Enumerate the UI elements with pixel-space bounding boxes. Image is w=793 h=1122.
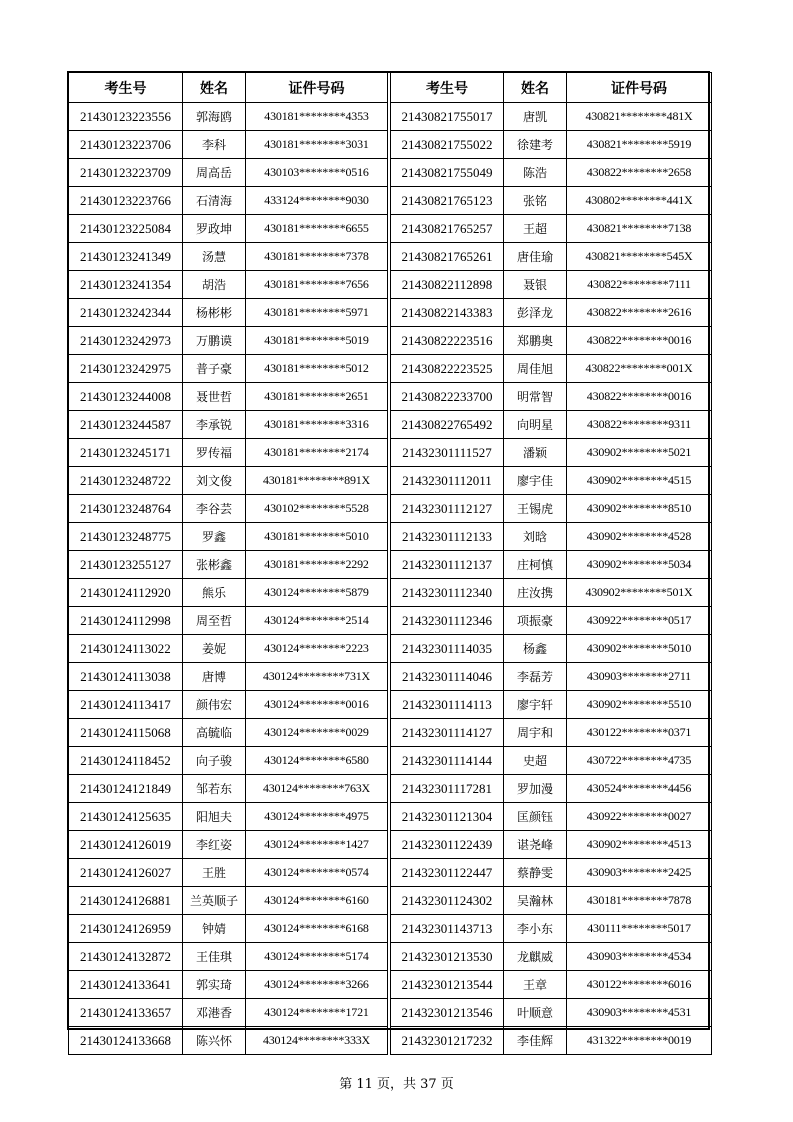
name-cell: 王佳琪 (183, 943, 246, 971)
exam-no-cell: 21432301213544 (391, 971, 504, 999)
exam-no-cell: 21432301114113 (391, 691, 504, 719)
id-no-cell: 430181********7656 (246, 271, 388, 299)
exam-no-cell: 21430123242344 (69, 299, 183, 327)
name-cell: 廖宇轩 (504, 691, 567, 719)
id-no-cell: 430181********7378 (246, 243, 388, 271)
exam-no-cell: 21432301121304 (391, 803, 504, 831)
name-cell: 徐建考 (504, 131, 567, 159)
id-no-cell: 430821********7138 (567, 215, 712, 243)
exam-no-cell: 21430124126027 (69, 859, 183, 887)
id-no-cell: 430922********0027 (567, 803, 712, 831)
table-row (391, 579, 712, 607)
table-row (391, 383, 712, 411)
name-cell: 张铭 (504, 187, 567, 215)
exam-no-cell: 21432301143713 (391, 915, 504, 943)
id-no-cell: 430181********3031 (246, 131, 388, 159)
name-cell: 史超 (504, 747, 567, 775)
id-no-cell: 430902********501X (567, 579, 712, 607)
name-cell: 廖宇佳 (504, 467, 567, 495)
name-cell: 庄汝携 (504, 579, 567, 607)
exam-no-cell: 21430123225084 (69, 215, 183, 243)
name-cell: 邓港香 (183, 999, 246, 1027)
table-row (69, 243, 388, 271)
exam-no-cell: 21432301122447 (391, 859, 504, 887)
name-cell: 唐凯 (504, 103, 567, 131)
table-row (69, 915, 388, 943)
exam-no-cell: 21430123248775 (69, 523, 183, 551)
exam-no-cell: 21432301112133 (391, 523, 504, 551)
table-row (69, 467, 388, 495)
exam-no-cell: 21430822112898 (391, 271, 504, 299)
header-row (69, 73, 388, 103)
exam-no-cell: 21430124126959 (69, 915, 183, 943)
exam-no-cell: 21430822765492 (391, 411, 504, 439)
name-cell: 郭海鸥 (183, 103, 246, 131)
id-no-cell: 430802********441X (567, 187, 712, 215)
exam-no-cell: 21430123248722 (69, 467, 183, 495)
name-cell: 李承锐 (183, 411, 246, 439)
name-cell: 姜妮 (183, 635, 246, 663)
name-cell: 罗传福 (183, 439, 246, 467)
table-row (69, 831, 388, 859)
exam-no-cell: 21432301122439 (391, 831, 504, 859)
id-no-cell: 430102********5528 (246, 495, 388, 523)
exam-no-cell: 21430124113022 (69, 635, 183, 663)
table-row (391, 159, 712, 187)
exam-no-cell: 21432301114035 (391, 635, 504, 663)
name-cell: 聂世哲 (183, 383, 246, 411)
id-no-cell: 430903********2425 (567, 859, 712, 887)
name-cell: 庄柯慎 (504, 551, 567, 579)
id-no-cell: 430181********5010 (246, 523, 388, 551)
exam-no-cell: 21430123223709 (69, 159, 183, 187)
table-row (69, 131, 388, 159)
id-no-cell: 430902********5510 (567, 691, 712, 719)
exam-no-cell: 21430123223706 (69, 131, 183, 159)
name-cell: 普子豪 (183, 355, 246, 383)
id-no-cell: 430822********0016 (567, 383, 712, 411)
id-no-cell: 430124********6168 (246, 915, 388, 943)
name-cell: 项振豪 (504, 607, 567, 635)
id-no-cell: 430903********4534 (567, 943, 712, 971)
id-no-cell: 430902********4513 (567, 831, 712, 859)
id-no-cell: 430822********7111 (567, 271, 712, 299)
name-cell: 唐博 (183, 663, 246, 691)
table-row (391, 747, 712, 775)
id-no-cell: 430903********4531 (567, 999, 712, 1027)
name-cell: 杨彬彬 (183, 299, 246, 327)
table-row (69, 663, 388, 691)
table-row (391, 831, 712, 859)
exam-no-cell: 21430123241349 (69, 243, 183, 271)
exam-no-cell: 21430123248764 (69, 495, 183, 523)
name-cell: 谌尧峰 (504, 831, 567, 859)
exam-no-cell: 21430822223525 (391, 355, 504, 383)
exam-no-cell: 21430821765257 (391, 215, 504, 243)
name-cell: 叶顺意 (504, 999, 567, 1027)
id-no-cell: 430124********763X (246, 775, 388, 803)
name-cell: 刘晗 (504, 523, 567, 551)
header-name: 姓名 (504, 73, 567, 103)
roster-table-right (390, 72, 712, 1055)
id-no-cell: 430111********5017 (567, 915, 712, 943)
table-row (69, 495, 388, 523)
table-row (69, 719, 388, 747)
table-row (69, 355, 388, 383)
name-cell: 王胜 (183, 859, 246, 887)
id-no-cell: 430821********545X (567, 243, 712, 271)
table-row (69, 411, 388, 439)
id-no-cell: 430822********9311 (567, 411, 712, 439)
table-row (391, 887, 712, 915)
exam-no-cell: 21430124115068 (69, 719, 183, 747)
table-row (391, 103, 712, 131)
id-no-cell: 430902********4528 (567, 523, 712, 551)
exam-no-cell: 21430821755022 (391, 131, 504, 159)
exam-no-cell: 21430821755017 (391, 103, 504, 131)
table-row (69, 551, 388, 579)
exam-no-cell: 21432301213530 (391, 943, 504, 971)
id-no-cell: 430922********0517 (567, 607, 712, 635)
name-cell: 汤慧 (183, 243, 246, 271)
table-row (391, 859, 712, 887)
id-no-cell: 430181********2651 (246, 383, 388, 411)
name-cell: 高毓临 (183, 719, 246, 747)
exam-no-cell: 21430123242975 (69, 355, 183, 383)
name-cell: 陈浩 (504, 159, 567, 187)
name-cell: 兰英顺子 (183, 887, 246, 915)
header-id-no: 证件号码 (567, 73, 712, 103)
exam-no-cell: 21430124113417 (69, 691, 183, 719)
name-cell: 李磊芳 (504, 663, 567, 691)
exam-no-cell: 21430821755049 (391, 159, 504, 187)
id-no-cell: 430902********5021 (567, 439, 712, 467)
id-no-cell: 430124********4975 (246, 803, 388, 831)
id-no-cell: 430124********0029 (246, 719, 388, 747)
id-no-cell: 430821********5919 (567, 131, 712, 159)
table-row (69, 999, 388, 1027)
id-no-cell: 430181********3316 (246, 411, 388, 439)
id-no-cell: 430822********0016 (567, 327, 712, 355)
exam-no-cell: 21430124133641 (69, 971, 183, 999)
exam-no-cell: 21432301114046 (391, 663, 504, 691)
id-no-cell: 430124********0574 (246, 859, 388, 887)
id-no-cell: 430181********5012 (246, 355, 388, 383)
table-row (69, 607, 388, 635)
roster-table-left (68, 72, 388, 1055)
exam-no-cell: 21430124112920 (69, 579, 183, 607)
name-cell: 阳旭夫 (183, 803, 246, 831)
id-no-cell: 430124********5879 (246, 579, 388, 607)
name-cell: 王超 (504, 215, 567, 243)
id-no-cell: 430181********4353 (246, 103, 388, 131)
table-row (391, 719, 712, 747)
name-cell: 李科 (183, 131, 246, 159)
table-row (391, 131, 712, 159)
table-row (391, 523, 712, 551)
name-cell: 罗鑫 (183, 523, 246, 551)
id-no-cell: 430181********6655 (246, 215, 388, 243)
table-row (69, 691, 388, 719)
table-row (69, 859, 388, 887)
table-row (391, 271, 712, 299)
table-row (69, 887, 388, 915)
id-no-cell: 430902********8510 (567, 495, 712, 523)
exam-no-cell: 21430124126019 (69, 831, 183, 859)
table-row (391, 803, 712, 831)
exam-no-cell: 21430822143383 (391, 299, 504, 327)
exam-no-cell: 21430124118452 (69, 747, 183, 775)
name-cell: 潘颖 (504, 439, 567, 467)
table-row (391, 551, 712, 579)
id-no-cell: 430181********7878 (567, 887, 712, 915)
header-row (391, 73, 712, 103)
exam-no-cell: 21430124112998 (69, 607, 183, 635)
table-row (391, 439, 712, 467)
id-no-cell: 430124********6160 (246, 887, 388, 915)
id-no-cell: 430124********731X (246, 663, 388, 691)
table-row (69, 943, 388, 971)
table-row (391, 495, 712, 523)
table-row (391, 355, 712, 383)
exam-no-cell: 21432301114127 (391, 719, 504, 747)
table-row (391, 1027, 712, 1055)
header-exam-no: 考生号 (69, 73, 183, 103)
id-no-cell: 430181********891X (246, 467, 388, 495)
table-row (69, 271, 388, 299)
id-no-cell: 430181********5019 (246, 327, 388, 355)
exam-no-cell: 21430821765261 (391, 243, 504, 271)
exam-no-cell: 21430822223516 (391, 327, 504, 355)
table-row (69, 439, 388, 467)
id-no-cell: 430822********2616 (567, 299, 712, 327)
table-row (69, 383, 388, 411)
exam-no-cell: 21430123223556 (69, 103, 183, 131)
exam-no-cell: 21432301112137 (391, 551, 504, 579)
table-row (391, 971, 712, 999)
table-row (69, 523, 388, 551)
name-cell: 王章 (504, 971, 567, 999)
name-cell: 李佳辉 (504, 1027, 567, 1055)
name-cell: 刘文俊 (183, 467, 246, 495)
name-cell: 周宇和 (504, 719, 567, 747)
id-no-cell: 430903********2711 (567, 663, 712, 691)
id-no-cell: 430124********6580 (246, 747, 388, 775)
exam-no-cell: 21430123244587 (69, 411, 183, 439)
name-cell: 郑鹏奥 (504, 327, 567, 355)
page-footer: 第 11 页，共 37 页 (339, 1077, 454, 1092)
table-row (391, 411, 712, 439)
id-no-cell: 430124********0016 (246, 691, 388, 719)
name-cell: 向子骏 (183, 747, 246, 775)
id-no-cell: 430124********2514 (246, 607, 388, 635)
table-row (391, 943, 712, 971)
id-no-cell: 433124********9030 (246, 187, 388, 215)
table-row (69, 187, 388, 215)
table-row (69, 1027, 388, 1055)
table-row (69, 579, 388, 607)
roster-tables (68, 72, 711, 1048)
name-cell: 胡浩 (183, 271, 246, 299)
header-id-no: 证件号码 (246, 73, 388, 103)
id-no-cell: 431322********0019 (567, 1027, 712, 1055)
name-cell: 颜伟宏 (183, 691, 246, 719)
name-cell: 万鹏谟 (183, 327, 246, 355)
exam-no-cell: 21432301213546 (391, 999, 504, 1027)
table-row (391, 663, 712, 691)
name-cell: 杨鑫 (504, 635, 567, 663)
id-no-cell: 430524********4456 (567, 775, 712, 803)
table-row (391, 327, 712, 355)
exam-no-cell: 21430821765123 (391, 187, 504, 215)
name-cell: 钟婧 (183, 915, 246, 943)
exam-no-cell: 21430124113038 (69, 663, 183, 691)
id-no-cell: 430124********333X (246, 1027, 388, 1055)
id-no-cell: 430122********0371 (567, 719, 712, 747)
exam-no-cell: 21430123255127 (69, 551, 183, 579)
name-cell: 熊乐 (183, 579, 246, 607)
header-name: 姓名 (183, 73, 246, 103)
name-cell: 罗加漫 (504, 775, 567, 803)
table-row (391, 243, 712, 271)
table-row (69, 103, 388, 131)
name-cell: 龙麒威 (504, 943, 567, 971)
exam-no-cell: 21432301112340 (391, 579, 504, 607)
table-row (391, 299, 712, 327)
exam-no-cell: 21432301112011 (391, 467, 504, 495)
id-no-cell: 430103********0516 (246, 159, 388, 187)
name-cell: 李红姿 (183, 831, 246, 859)
table-row (391, 187, 712, 215)
exam-no-cell: 21430124133657 (69, 999, 183, 1027)
exam-no-cell: 21430123223766 (69, 187, 183, 215)
id-no-cell: 430181********2292 (246, 551, 388, 579)
id-no-cell: 430181********2174 (246, 439, 388, 467)
id-no-cell: 430122********6016 (567, 971, 712, 999)
id-no-cell: 430821********481X (567, 103, 712, 131)
table-row (69, 971, 388, 999)
name-cell: 吴瀚林 (504, 887, 567, 915)
name-cell: 彭泽龙 (504, 299, 567, 327)
name-cell: 向明星 (504, 411, 567, 439)
exam-no-cell: 21432301117281 (391, 775, 504, 803)
name-cell: 匡颜钰 (504, 803, 567, 831)
exam-no-cell: 21430123241354 (69, 271, 183, 299)
exam-no-cell: 21430123242973 (69, 327, 183, 355)
id-no-cell: 430902********5034 (567, 551, 712, 579)
exam-no-cell: 21430124125635 (69, 803, 183, 831)
id-no-cell: 430124********1427 (246, 831, 388, 859)
exam-no-cell: 21432301114144 (391, 747, 504, 775)
table-row (391, 915, 712, 943)
name-cell: 李谷芸 (183, 495, 246, 523)
table-row (69, 635, 388, 663)
exam-no-cell: 21430124132872 (69, 943, 183, 971)
name-cell: 罗政坤 (183, 215, 246, 243)
id-no-cell: 430124********1721 (246, 999, 388, 1027)
table-row (69, 299, 388, 327)
id-no-cell: 430181********5971 (246, 299, 388, 327)
name-cell: 石清海 (183, 187, 246, 215)
name-cell: 蔡静雯 (504, 859, 567, 887)
name-cell: 周至哲 (183, 607, 246, 635)
table-row (391, 607, 712, 635)
name-cell: 周高岳 (183, 159, 246, 187)
table-row (69, 327, 388, 355)
table-row (69, 159, 388, 187)
id-no-cell: 430822********001X (567, 355, 712, 383)
table-row (391, 691, 712, 719)
name-cell: 张彬鑫 (183, 551, 246, 579)
exam-no-cell: 21432301124302 (391, 887, 504, 915)
name-cell: 郭实琦 (183, 971, 246, 999)
exam-no-cell: 21430123245171 (69, 439, 183, 467)
exam-no-cell: 21432301112127 (391, 495, 504, 523)
header-exam-no: 考生号 (391, 73, 504, 103)
name-cell: 唐佳瑜 (504, 243, 567, 271)
exam-no-cell: 21432301111527 (391, 439, 504, 467)
table-row (69, 803, 388, 831)
name-cell: 李小东 (504, 915, 567, 943)
name-cell: 聂银 (504, 271, 567, 299)
id-no-cell: 430902********5010 (567, 635, 712, 663)
table-row (391, 467, 712, 495)
table-row (69, 775, 388, 803)
table-row (391, 999, 712, 1027)
id-no-cell: 430822********2658 (567, 159, 712, 187)
exam-no-cell: 21432301217232 (391, 1027, 504, 1055)
exam-no-cell: 21430124126881 (69, 887, 183, 915)
id-no-cell: 430124********5174 (246, 943, 388, 971)
id-no-cell: 430124********2223 (246, 635, 388, 663)
name-cell: 周佳旭 (504, 355, 567, 383)
table-row (69, 215, 388, 243)
exam-no-cell: 21430124121849 (69, 775, 183, 803)
name-cell: 明常智 (504, 383, 567, 411)
table-row (391, 775, 712, 803)
exam-no-cell: 21430822233700 (391, 383, 504, 411)
name-cell: 王锡虎 (504, 495, 567, 523)
id-no-cell: 430902********4515 (567, 467, 712, 495)
table-row (391, 215, 712, 243)
exam-no-cell: 21430123244008 (69, 383, 183, 411)
id-no-cell: 430124********3266 (246, 971, 388, 999)
name-cell: 邹若东 (183, 775, 246, 803)
id-no-cell: 430722********4735 (567, 747, 712, 775)
name-cell: 陈兴怀 (183, 1027, 246, 1055)
table-row (391, 635, 712, 663)
exam-no-cell: 21430124133668 (69, 1027, 183, 1055)
table-row (69, 747, 388, 775)
exam-no-cell: 21432301112346 (391, 607, 504, 635)
